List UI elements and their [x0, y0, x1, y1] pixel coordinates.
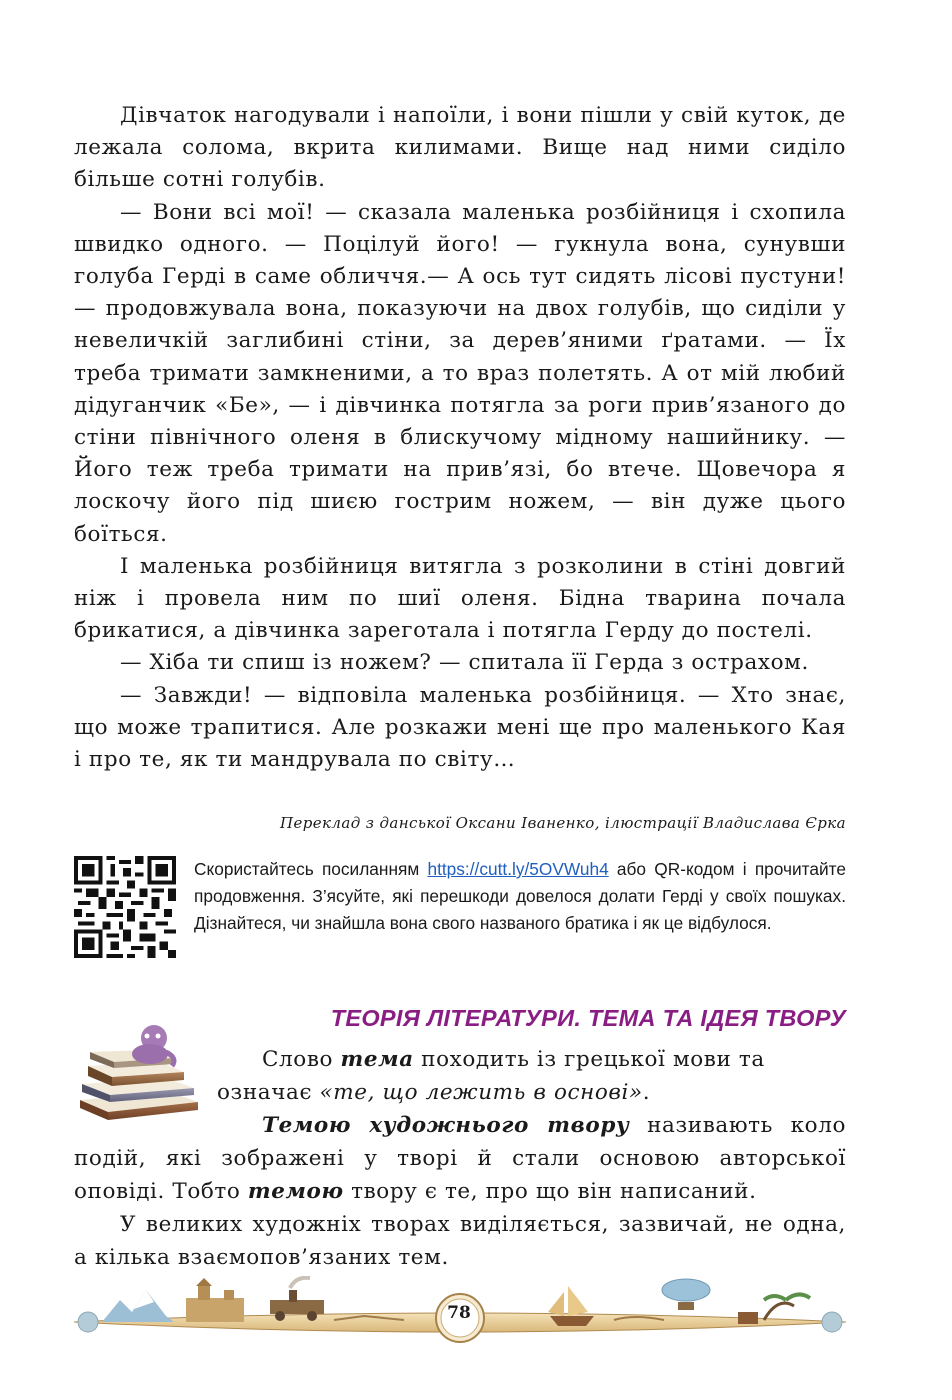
qr-text-before: Скористайтесь посиланням — [194, 859, 428, 879]
theory-text — [74, 1043, 846, 1274]
translation-credit: Переклад з данської Оксани Іваненко, ілюстрації Владислава Єрка — [280, 814, 846, 832]
section-title: ТЕОРІЯ ЛІТЕРАТУРИ. ТЕМА ТА ІДЕЯ ТВОРУ — [330, 1005, 846, 1031]
term-temoiu: темою — [247, 1179, 344, 1204]
story-paragraph: Дівчаток нагодували і напоїли, і вони пішли у свій куток, де лежала солома, вкрита килимами. Вище над ними сиділо більше сотні голубів. — [74, 103, 846, 193]
term-definition: Темою художнього твору — [262, 1113, 630, 1138]
story-paragraph: — Хіба ти спиш із ножем? — спитала її Герда з острахом. — [120, 650, 809, 676]
story-paragraph: І маленька розбійниця витягла з розколини в стіні довгий ніж і провела ним по шиї оленя. Бідна тварина почала брикатися, а дівчинка зареготала і потягла Герду до постелі. — [74, 553, 846, 644]
theory-paragraph — [74, 1109, 846, 1208]
theory-line — [74, 1076, 846, 1109]
text-fragment: . — [642, 1080, 651, 1105]
story-paragraph: — Завжди! — відповіла маленька розбійниця. — Хто знає, що може трапитися. Але розкажи мені ще про маленького Кая і про те, як ти мандрувала по світу… — [74, 682, 846, 773]
story-text — [74, 100, 846, 776]
text-fragment: називають коло подій, які зображені у творі й стали основою авторської оповіді. Тобто — [74, 1113, 846, 1204]
text-fragment: Слово — [262, 1047, 341, 1072]
page-number: 78 — [447, 1303, 471, 1323]
story-link[interactable]: https://cutt.ly/5OVWuh4 — [427, 859, 609, 879]
theory-paragraph: У великих художніх творах виділяється, зазвичай, не одна, а кілька взаємопов’язаних тем. — [74, 1212, 846, 1270]
term-tema: тема — [340, 1047, 414, 1072]
qr-instructions — [194, 856, 846, 937]
story-paragraph: — Вони всі мої! — сказала маленька розбійниця і схопила швидко одного. — Поцілуй його! — гукнула вона, сунувши голуба Герді в саме обличчя.— А ось тут сидять лісові пустуни! — продовжувала вона, показуючи на двох голубів, що сиділи у невеличкій заглибині стіни, за дерев’яними ґратами. — Їх треба тримати замкненими, а то враз полетять. А от мій любий дідуганчик «Бе», — і дівчинка потягла за роги прив’язаного до стіни північного оленя в блискучому мідному нашийнику. — Його теж треба тримати на прив’язі, бо втече. Щовечора я лоскочу його під шиєю гострим ножем, — він дуже цього боїться. — [74, 199, 846, 547]
text-fragment: твору є те, про що він написаний. — [343, 1179, 757, 1204]
qr-code-icon[interactable] — [74, 856, 176, 958]
text-fragment: походить із грецької мови та — [413, 1047, 765, 1072]
theory-line — [74, 1043, 846, 1076]
definition-quote: «те, що лежить в основі» — [319, 1080, 643, 1105]
qr-text-after: або QR-кодом і прочитайте продовження. З’ясуйте, які перешкоди довелося долати Герді у своїх пошуках. Дізнайтеся, чи знайшла вона свого названого братика і як це відбулося. — [194, 859, 846, 933]
text-fragment: означає — [217, 1080, 320, 1105]
